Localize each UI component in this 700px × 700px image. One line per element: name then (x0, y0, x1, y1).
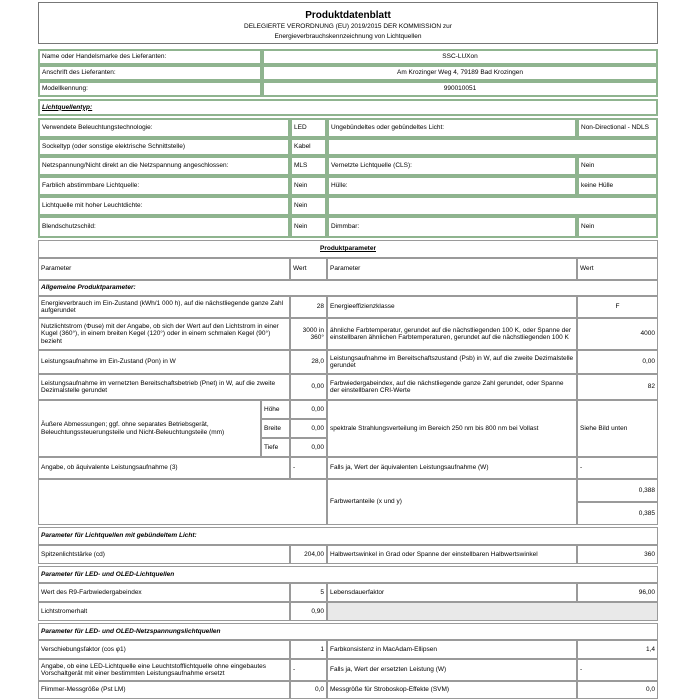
dimmable-value: Nein (577, 216, 658, 238)
empty-cell (327, 602, 658, 621)
glare-shield-value: Nein (290, 216, 327, 238)
socket-label: Sockeltyp (oder sonstige elektrische Schnittstelle) (38, 138, 290, 156)
column-header-value-2: Wert (577, 258, 658, 280)
flicker-label: Flimmer-Messgröße (Pst LM) (38, 681, 290, 699)
stroboscopic-label: Messgröße für Stroboskop-Effekte (SVM) (327, 681, 577, 699)
column-header-parameter: Parameter (38, 258, 290, 280)
height-label: Höhe (261, 400, 290, 419)
mains-value: MLS (290, 156, 327, 176)
supplier-address-value: Am Krozinger Weg 4, 79189 Bad Krozingen (262, 65, 658, 81)
cri-label: Farbwiedergabeindex, auf die nächstliegende ganze Zahl gerundet, oder Spanne der einstellbaren CRI-Werte (327, 374, 577, 400)
equivalent-power-value: - (577, 457, 658, 479)
cri-value: 82 (577, 374, 658, 400)
replaced-power-value: - (577, 659, 658, 681)
stroboscopic-value: 0,0 (577, 681, 658, 699)
psb-label: Leistungsaufnahme im Bereitschaftszustand (Psb) in W, auf die zweite Dezimalstelle gerundet (327, 350, 577, 374)
focus-value: Non-Directional - NDLS (577, 118, 658, 138)
high-luminance-label: Lichtquelle mit hoher Leuchtdichte: (38, 196, 290, 216)
regulation-line: DELEGIERTE VERORDNUNG (EU) 2019/2015 DER KOMMISSION zur (244, 23, 452, 30)
lumen-maintenance-value: 0,90 (290, 602, 327, 621)
mains-label: Netzspannung/Nicht direkt an die Netzspannung angeschlossen: (38, 156, 290, 176)
pnet-value: 0,00 (290, 374, 327, 400)
useful-flux-label: Nutzlichtstrom (Φuse) mit der Angabe, ob sich der Wert auf den Lichtstrom in einer Kugel (360°), in einem breiten Kegel (120°) oder in einem schmalen Kegel (90°) bezieht (38, 318, 290, 350)
technology-label: Verwendete Beleuchtungstechnologie: (38, 118, 290, 138)
beam-angle-label: Halbwertswinkel in Grad oder Spanne der einstellbaren Halbwertswinkel (327, 545, 577, 564)
psb-value: 0,00 (577, 350, 658, 374)
peak-intensity-label: Spitzenlichtstärke (cd) (38, 545, 290, 564)
technology-value: LED (290, 118, 327, 138)
model-value: 990010051 (262, 81, 658, 97)
lumen-maintenance-label: Lichtstromerhalt (38, 602, 290, 621)
general-parameters-section: Allgemeine Produktparameter: (38, 280, 658, 296)
width-value: 0,00 (290, 419, 327, 438)
depth-value: 0,00 (290, 438, 327, 457)
efficiency-class-value: F (577, 296, 658, 318)
power-factor-label: Verschiebungsfaktor (cos φ1) (38, 640, 290, 659)
macadam-label: Farbkonsistenz in MacAdam-Ellipsen (327, 640, 577, 659)
equivalent-power-label: Falls ja, Wert der äquivalenten Leistungsaufnahme (W) (327, 457, 577, 479)
width-label: Breite (261, 419, 290, 438)
product-parameters-title: Produktparameter (38, 240, 658, 258)
dimensions-label: Äußere Abmessungen; ggf. ohne separates Betriebsgerät, Beleuchtungssteuerungsteile und Nicht-Beleuchtungsteile (mm) (38, 400, 261, 457)
empty-cell (327, 196, 658, 216)
efficiency-class-label: Energieeffizienzklasse (327, 296, 577, 318)
equivalent-power-claim-value: - (290, 457, 327, 479)
replaced-power-label: Falls ja, Wert der ersetzten Leistung (W) (327, 659, 577, 681)
directional-section: Parameter für Lichtquellen mit gebündeltem Licht: (38, 527, 658, 545)
color-tunable-label: Farblich abstimmbare Lichtquelle: (38, 176, 290, 196)
onmode-energy-value: 28 (290, 296, 327, 318)
chromaticity-label: Farbwertanteile (x und y) (327, 479, 577, 525)
empty-cell (38, 479, 327, 525)
pon-value: 28,0 (290, 350, 327, 374)
cls-label: Vernetzte Lichtquelle (CLS): (327, 156, 577, 176)
supplier-name-label: Name oder Handelsmarke des Lieferanten: (38, 49, 262, 65)
r9-value: 5 (290, 583, 327, 602)
socket-value: Kabel (290, 138, 327, 156)
supplier-address-label: Anschrift des Lieferanten: (38, 65, 262, 81)
sheet-header (38, 2, 658, 44)
depth-label: Tiefe (261, 438, 290, 457)
equivalent-power-claim-label: Angabe, ob äquivalente Leistungsaufnahme (3) (38, 457, 290, 479)
onmode-energy-label: Energieverbrauch im Ein-Zustand (kWh/1 000 h), auf die nächstliegende ganze Zahl aufgerundet (38, 296, 290, 318)
spectral-distribution-value: Siehe Bild unten (577, 400, 658, 457)
cct-label: ähnliche Farbtemperatur, gerundet auf die nächstliegenden 100 K, oder Spanne der einstellbaren ähnlichen Farbtemperaturen, gerundet auf die nächstliegenden 100 K (327, 318, 577, 350)
lifetime-factor-value: 96,00 (577, 583, 658, 602)
macadam-value: 1,4 (577, 640, 658, 659)
led-oled-section: Parameter für LED- und OLED-Lichtquellen (38, 566, 658, 583)
supplier-name-value: SSC-LUXon (262, 49, 658, 65)
color-tunable-value: Nein (290, 176, 327, 196)
model-label: Modellkennung: (38, 81, 262, 97)
chromaticity-x-value: 0,388 (577, 479, 658, 502)
beam-angle-value: 360 (577, 545, 658, 564)
chromaticity-y-value: 0,385 (577, 502, 658, 525)
peak-intensity-value: 204,00 (290, 545, 327, 564)
high-luminance-value: Nein (290, 196, 327, 216)
power-factor-value: 1 (290, 640, 327, 659)
useful-flux-value: 3000 in 360° (290, 318, 327, 350)
spectral-distribution-label: spektrale Strahlungsverteilung im Bereich 250 nm bis 800 nm bei Vollast (327, 400, 577, 457)
glare-shield-label: Blendschutzschild: (38, 216, 290, 238)
column-header-parameter-2: Parameter (327, 258, 577, 280)
focus-label: Ungebündeltes oder gebündeltes Licht: (327, 118, 577, 138)
envelope-label: Hülle: (327, 176, 577, 196)
envelope-value: keine Hülle (577, 176, 658, 196)
replacement-claim-value: - (290, 659, 327, 681)
empty-cell (327, 138, 658, 156)
column-header-value: Wert (290, 258, 327, 280)
regulation-line-2: Energieverbrauchskennzeichnung von Lichtquellen (274, 33, 422, 40)
height-value: 0,00 (290, 400, 327, 419)
lightsource-type-section: Lichtquellentyp: (38, 99, 658, 116)
r9-label: Wert des R9-Farbwiedergabeindex (38, 583, 290, 602)
lifetime-factor-label: Lebensdauerfaktor (327, 583, 577, 602)
replacement-claim-label: Angabe, ob eine LED-Lichtquelle eine Leuchtstofflichtquelle ohne eingebautes Vorschaltgerät mit einer bestimmten Leistungsaufnahme ersetzt (38, 659, 290, 681)
pnet-label: Leistungsaufnahme im vernetzten Bereitschaftsbetrieb (Pnet) in W, auf die zweite Dezimalstelle gerundet (38, 374, 290, 400)
page-title: Produktdatenblatt (305, 10, 391, 21)
pon-label: Leistungsaufnahme im Ein-Zustand (Pon) in W (38, 350, 290, 374)
flicker-value: 0,0 (290, 681, 327, 699)
mains-led-section: Parameter für LED- und OLED-Netzspannungslichtquellen (38, 623, 658, 640)
cct-value: 4000 (577, 318, 658, 350)
dimmable-label: Dimmbar: (327, 216, 577, 238)
cls-value: Nein (577, 156, 658, 176)
